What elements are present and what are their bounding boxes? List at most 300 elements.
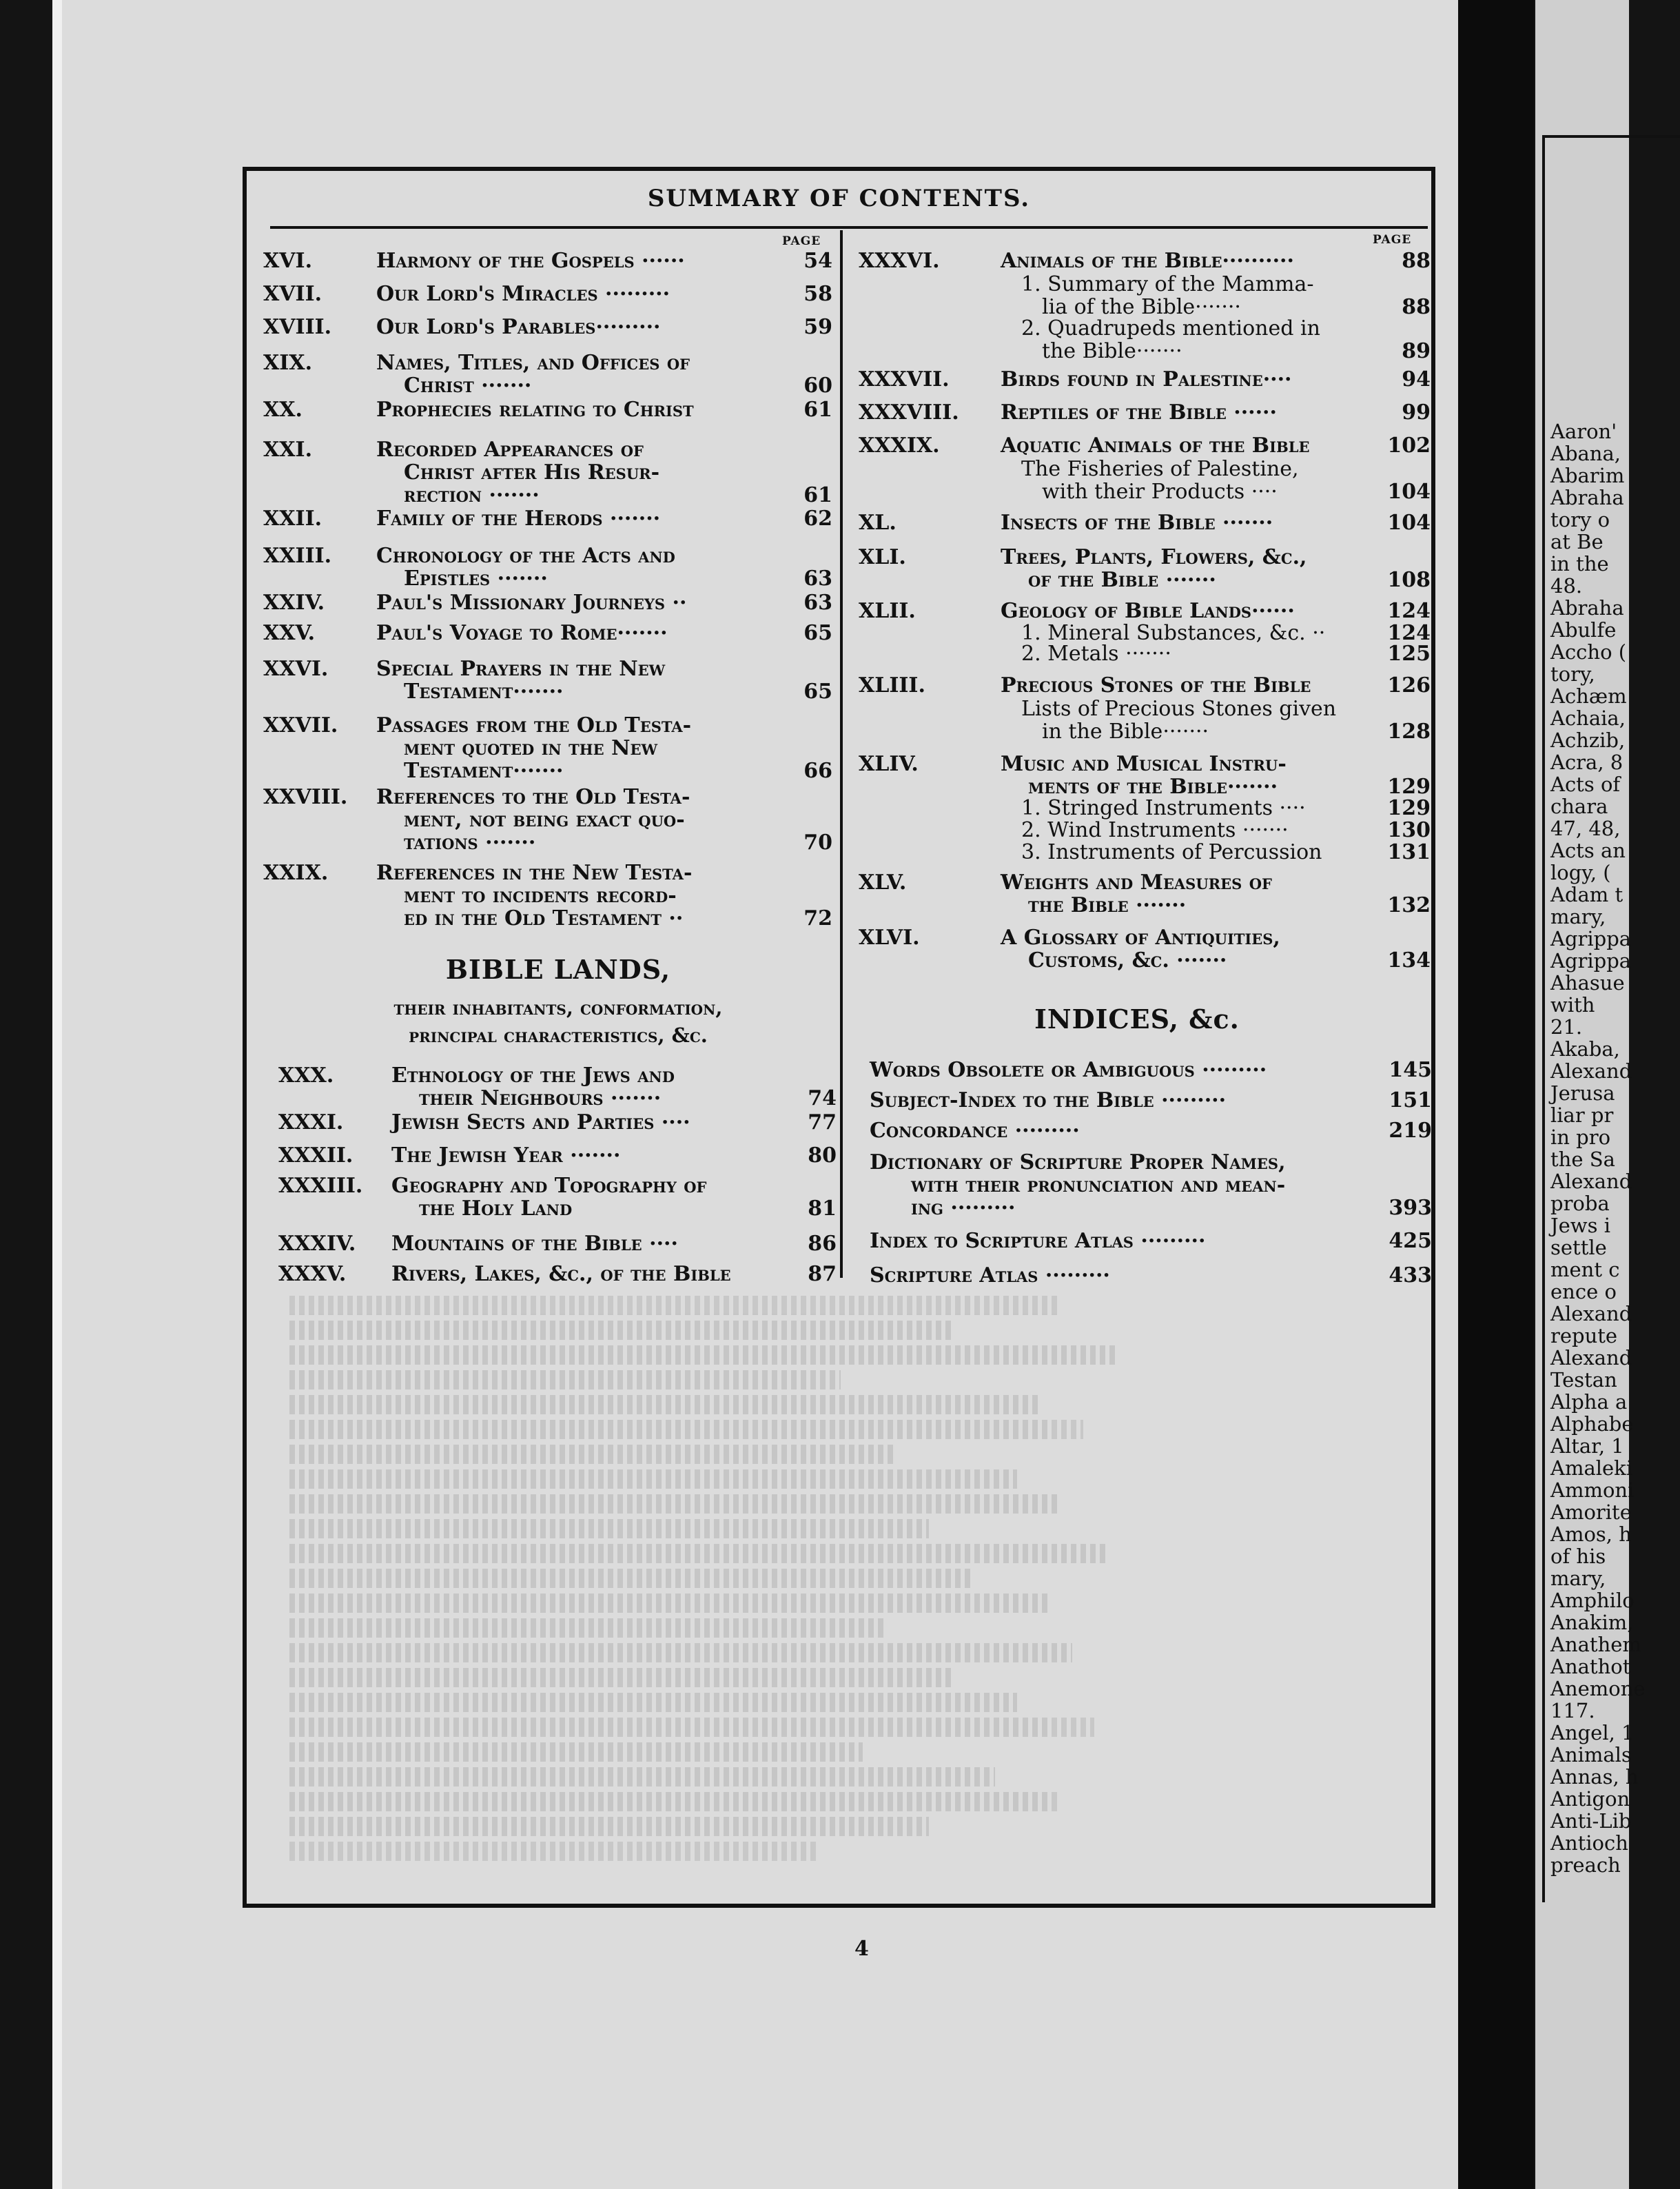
- entry-number: XXV.: [263, 621, 316, 645]
- contents-entry: [263, 352, 832, 397]
- entry-title: [1001, 401, 1382, 424]
- entry-title-line: of the Bible ·······: [1028, 568, 1216, 592]
- entry-number: XL.: [859, 511, 897, 535]
- entry-page: 65: [803, 621, 832, 645]
- entry-title-line: Aquatic Animals of the Bible: [1001, 434, 1310, 458]
- next-page-index: [1550, 420, 1646, 1876]
- contents-entry: [859, 797, 1431, 819]
- next-page-line: proba: [1550, 1192, 1610, 1215]
- entry-title-line: Music and Musical Instru-: [1001, 752, 1287, 776]
- index-title: [870, 1119, 1370, 1142]
- entry-page: 126: [1387, 673, 1431, 698]
- entry-title-line: Mountains of the Bible ····: [391, 1232, 678, 1256]
- entry-title: [376, 398, 784, 421]
- contents-entry: [859, 250, 1431, 272]
- entry-title-line: the Bible ·······: [1028, 893, 1187, 917]
- entry-page: 58: [803, 282, 832, 306]
- page-edge: [52, 0, 62, 2189]
- next-page-line: Acts an: [1550, 839, 1626, 862]
- next-page-line: chara: [1550, 795, 1608, 818]
- next-page-line: Annas, h: [1550, 1765, 1639, 1789]
- next-page-fragment: [1535, 0, 1646, 2189]
- entry-number: XLIV.: [859, 752, 919, 776]
- next-page-line: Ammoni: [1550, 1478, 1635, 1502]
- entry-title-line: Passages from the Old Testa-: [376, 713, 692, 737]
- index-page: 425: [1389, 1229, 1432, 1253]
- next-page-line: 21.: [1550, 1015, 1583, 1039]
- entry-title-line: 1. Summary of the Mamma-: [1021, 272, 1314, 296]
- entry-title: [376, 507, 784, 530]
- entry-number: XXI.: [263, 438, 313, 462]
- next-page-line: Anti-Lib: [1550, 1809, 1632, 1833]
- next-page-line: Accho (: [1550, 640, 1627, 664]
- entry-page: 65: [803, 680, 832, 704]
- contents-entry: [859, 434, 1431, 457]
- entry-page: 94: [1402, 367, 1431, 391]
- contents-entry: [263, 283, 832, 305]
- entry-number: XVI.: [263, 249, 313, 273]
- contents-entry: [859, 871, 1431, 917]
- entry-title-line: Geography and Topography of: [391, 1174, 707, 1198]
- next-page-line: Alexand: [1550, 1302, 1632, 1325]
- entry-page: 80: [808, 1143, 837, 1168]
- contents-entry: [278, 1232, 837, 1255]
- entry-title-line: Epistles ·······: [404, 567, 548, 591]
- entry-title-line: 3. Instruments of Percussion: [1021, 840, 1322, 864]
- index-entry: [870, 1059, 1432, 1081]
- index-page: 219: [1389, 1119, 1432, 1143]
- contents-entry: [859, 674, 1431, 697]
- next-page-line: Altar, 1: [1550, 1434, 1624, 1458]
- index-page: 393: [1389, 1196, 1432, 1220]
- entry-title: [1001, 674, 1382, 697]
- index-title: [870, 1264, 1370, 1287]
- entry-title: [376, 658, 784, 703]
- entry-title-line: A Glossary of Antiquities,: [1001, 926, 1280, 950]
- entry-title-line: Names, Titles, and Offices of: [376, 351, 690, 375]
- entry-title-line: ment, not being exact quo-: [404, 808, 685, 832]
- contents-entry: [859, 273, 1431, 318]
- entry-number: XXXVI.: [859, 249, 940, 273]
- next-page-line: mary,: [1550, 1567, 1606, 1590]
- next-page-line: Agrippa: [1550, 949, 1632, 973]
- entry-title-line: Paul's Missionary Journeys ··: [376, 591, 687, 615]
- next-page-line: Abraha: [1550, 596, 1624, 620]
- next-page-line: Alexand: [1550, 1170, 1632, 1193]
- entry-title-line: 1. Stringed Instruments ····: [1021, 796, 1306, 820]
- index-page: 151: [1389, 1088, 1432, 1112]
- entry-page: 89: [1402, 339, 1431, 363]
- next-page-line: at Be: [1550, 530, 1604, 553]
- entry-number: XXII.: [263, 507, 322, 531]
- entry-page: 87: [808, 1262, 837, 1286]
- contents-entry: [859, 458, 1431, 503]
- entry-page: 59: [803, 315, 832, 339]
- entry-title-line: Jewish Sects and Parties ····: [391, 1110, 690, 1134]
- next-page-line: settle: [1550, 1236, 1607, 1259]
- entry-title: [1001, 434, 1382, 457]
- entry-title: [391, 1263, 788, 1285]
- entry-number: XXXIV.: [278, 1232, 356, 1256]
- next-page-line: Jews i: [1550, 1214, 1610, 1237]
- next-page-line: Acra, 8: [1550, 751, 1623, 774]
- next-page-line: Alpha a: [1550, 1390, 1628, 1414]
- entry-number: XLI.: [859, 545, 906, 569]
- entry-title: [1001, 753, 1382, 798]
- next-page-line: Amos, h: [1550, 1523, 1632, 1546]
- index-title: [870, 1059, 1370, 1081]
- entry-title-line: Christ ·······: [404, 374, 532, 398]
- entry-page: 124: [1387, 621, 1431, 645]
- entry-page: 124: [1387, 599, 1431, 623]
- entry-title: [376, 250, 784, 272]
- page-title: SUMMARY OF CONTENTS.: [647, 185, 1031, 212]
- next-page-line: repute: [1550, 1324, 1618, 1347]
- entry-title: [1001, 797, 1382, 819]
- entry-title-line: Chronology of the Acts and: [376, 544, 675, 568]
- entry-title-line: 2. Wind Instruments ·······: [1021, 818, 1289, 842]
- entry-page: 99: [1402, 400, 1431, 425]
- entry-page: 70: [803, 831, 832, 855]
- next-page-line: Alexand: [1550, 1346, 1632, 1370]
- next-page-line: the Sa: [1550, 1148, 1615, 1171]
- entry-number: XXVII.: [263, 713, 338, 737]
- next-page-line: ence o: [1550, 1280, 1617, 1303]
- entry-title-line: The Jewish Year ·······: [391, 1143, 621, 1168]
- entry-page: 129: [1387, 775, 1431, 799]
- entry-page: 125: [1387, 642, 1431, 666]
- column-divider: [840, 230, 843, 1278]
- next-page-line: Aaron': [1550, 420, 1617, 443]
- next-page-line: Alexand: [1550, 1059, 1632, 1083]
- title-rule: [270, 226, 1428, 229]
- entry-number: XXIII.: [263, 544, 332, 568]
- contents-entry: [278, 1111, 837, 1134]
- entry-title: [1001, 458, 1382, 503]
- next-page-line: Abraha: [1550, 486, 1624, 509]
- contents-entry: [859, 546, 1431, 591]
- entry-title-line: 1. Mineral Substances, &c. ··: [1021, 621, 1326, 645]
- next-page-line: Akaba,: [1550, 1037, 1620, 1061]
- entry-title-line: the Holy Land: [419, 1197, 573, 1221]
- entry-title-line: References to the Old Testa-: [376, 785, 690, 809]
- entry-title-line: Our Lord's Miracles ·········: [376, 282, 670, 306]
- entry-title-line: Testament·······: [404, 680, 564, 704]
- entry-title-line: their Neighbours ·······: [419, 1086, 662, 1110]
- next-page-line: Anakim,: [1550, 1611, 1634, 1634]
- entry-title: [376, 622, 784, 644]
- next-page-line: Antigon: [1550, 1787, 1630, 1811]
- entry-number: XXVI.: [263, 657, 329, 681]
- entry-title-line: Paul's Voyage to Rome·······: [376, 621, 668, 645]
- next-page-line: Alphabe: [1550, 1412, 1634, 1436]
- next-page-line: 47, 48,: [1550, 817, 1621, 840]
- entry-title: [391, 1064, 788, 1110]
- entry-page: 62: [803, 507, 832, 531]
- index-title-line: Concordance ·········: [870, 1119, 1080, 1143]
- next-page-line: in pro: [1550, 1126, 1611, 1149]
- next-page-line: Achæm: [1550, 684, 1627, 708]
- entry-title: [1001, 642, 1382, 665]
- entry-title-line: ments of the Bible·······: [1028, 775, 1278, 799]
- next-page-line: with: [1550, 993, 1595, 1017]
- entry-page: 128: [1387, 720, 1431, 744]
- entry-title: [376, 591, 784, 614]
- entry-page: 104: [1387, 480, 1431, 504]
- entry-number: XX.: [263, 398, 303, 422]
- index-title: [870, 1089, 1370, 1112]
- next-page-line: logy, (: [1550, 861, 1611, 884]
- contents-entry: [859, 600, 1431, 622]
- contents-entry: [263, 438, 832, 507]
- entry-number: XXIX.: [263, 861, 329, 885]
- entry-title-line: Ethnology of the Jews and: [391, 1063, 675, 1088]
- entry-title-line: 2. Quadrupeds mentioned in: [1021, 316, 1320, 340]
- index-title-line: with their pronunciation and mean-: [911, 1173, 1286, 1197]
- contents-entry: [263, 250, 832, 272]
- entry-title-line: Reptiles of the Bible ······: [1001, 400, 1277, 425]
- entry-title-line: Our Lord's Parables·········: [376, 315, 661, 339]
- entry-number: XXXVII.: [859, 367, 950, 391]
- contents-entry: [859, 511, 1431, 534]
- entry-title: [1001, 250, 1382, 272]
- entry-title: [391, 1174, 788, 1220]
- entry-title-line: lia of the Bible·······: [1042, 295, 1241, 319]
- entry-title-line: The Fisheries of Palestine,: [1021, 457, 1299, 481]
- index-title-line: Dictionary of Scripture Proper Names,: [870, 1150, 1286, 1174]
- entry-page: 54: [803, 249, 832, 273]
- contents-entry: [263, 398, 832, 421]
- entry-page: 88: [1402, 249, 1431, 273]
- contents-entry: [278, 1263, 837, 1285]
- entry-title-line: rection ·······: [404, 483, 540, 507]
- entry-title: [376, 862, 784, 930]
- entry-number: XXXIII.: [278, 1174, 363, 1198]
- contents-entry: [859, 368, 1431, 391]
- contents-entry: [278, 1174, 837, 1220]
- entry-title-line: Testament·······: [404, 759, 564, 783]
- entry-title-line: the Bible·······: [1042, 339, 1182, 363]
- entry-title-line: Weights and Measures of: [1001, 870, 1272, 895]
- entry-title-line: Geology of Bible Lands······: [1001, 599, 1295, 623]
- contents-entry: [859, 401, 1431, 424]
- next-page-line: Angel, 1: [1550, 1721, 1635, 1744]
- entry-page: 131: [1387, 840, 1431, 864]
- entry-title-line: with their Products ····: [1042, 480, 1278, 504]
- entry-title: [1001, 273, 1382, 318]
- entry-title-line: Christ after His Resur-: [404, 460, 660, 485]
- entry-title-line: Precious Stones of the Bible: [1001, 673, 1311, 698]
- next-page-line: Achaia,: [1550, 706, 1626, 730]
- entry-title-line: Recorded Appearances of: [376, 438, 644, 462]
- entry-title: [376, 316, 784, 338]
- index-title-line: ing ·········: [911, 1196, 1016, 1220]
- index-entry: [870, 1119, 1432, 1142]
- entry-title: [391, 1232, 788, 1255]
- next-page-line: Anathem: [1550, 1633, 1641, 1656]
- entry-page: 129: [1387, 796, 1431, 820]
- index-page: 433: [1389, 1263, 1432, 1287]
- contents-entry: [278, 1064, 837, 1110]
- index-entry: [870, 1264, 1432, 1287]
- next-page-line: Abana,: [1550, 442, 1621, 465]
- next-page-line: Achzib,: [1550, 729, 1626, 752]
- next-page-rule: [1542, 135, 1680, 138]
- entry-title-line: Animals of the Bible··········: [1001, 249, 1294, 273]
- contents-entry: [278, 1144, 837, 1167]
- entry-number: XXXIX.: [859, 434, 940, 458]
- next-page-line: tory o: [1550, 508, 1610, 531]
- entry-title: [391, 1111, 788, 1134]
- contents-entry: [263, 544, 832, 590]
- next-page-line: Animals: [1550, 1743, 1632, 1767]
- entry-page: 63: [803, 591, 832, 615]
- entry-title: [1001, 600, 1382, 622]
- index-title-line: Subject-Index to the Bible ·········: [870, 1088, 1227, 1112]
- contents-entry: [859, 841, 1431, 864]
- entry-title: [1001, 926, 1382, 972]
- entry-title-line: Insects of the Bible ·······: [1001, 511, 1273, 535]
- entry-page: 81: [808, 1197, 837, 1221]
- contents-entry: [859, 819, 1431, 842]
- entry-title: [376, 283, 784, 305]
- next-page-line: Ahasue: [1550, 971, 1625, 995]
- entry-title: [1001, 819, 1382, 842]
- entry-page: 74: [808, 1086, 837, 1110]
- entry-page: 77: [808, 1110, 837, 1134]
- entry-number: XLVI.: [859, 926, 920, 950]
- entry-number: XXXII.: [278, 1143, 354, 1168]
- entry-title-line: References in the New Testa-: [376, 861, 693, 885]
- contents-entry: [263, 591, 832, 614]
- contents-entry: [859, 317, 1431, 363]
- indices-title: INDICES, &c.: [1034, 1004, 1240, 1035]
- contents-entry: [859, 926, 1431, 972]
- entry-title-line: ed in the Old Testament ··: [404, 906, 684, 930]
- next-page-line: Acts of: [1550, 773, 1621, 796]
- book-gutter: [1458, 0, 1534, 2189]
- index-page: 145: [1389, 1058, 1432, 1082]
- entry-number: XXXVIII.: [859, 400, 959, 425]
- next-page-line: Jerusa: [1550, 1081, 1615, 1105]
- contents-entry: [263, 622, 832, 644]
- entry-number: XVIII.: [263, 315, 332, 339]
- index-title: [870, 1151, 1370, 1219]
- next-page-line: Abulfe: [1550, 618, 1617, 642]
- entry-page: 102: [1387, 434, 1431, 458]
- entry-number: XXXV.: [278, 1262, 347, 1286]
- next-page-line: mary,: [1550, 905, 1606, 928]
- entry-title: [1001, 317, 1382, 363]
- entry-title-line: Family of the Herods ·······: [376, 507, 661, 531]
- entry-title: [1001, 511, 1382, 534]
- entry-page: 130: [1387, 818, 1431, 842]
- entry-page: 63: [803, 567, 832, 591]
- entry-title: [376, 544, 784, 590]
- next-page-line: ment c: [1550, 1258, 1620, 1281]
- entry-page: 60: [803, 374, 832, 398]
- next-page-line: Agrippa: [1550, 927, 1632, 950]
- contents-entry: [263, 316, 832, 338]
- entry-title: [1001, 368, 1382, 391]
- entry-number: XIX.: [263, 351, 313, 375]
- entry-title-line: Birds found in Palestine····: [1001, 367, 1292, 391]
- contents-entry: [859, 698, 1431, 743]
- index-title-line: Words Obsolete or Ambiguous ·········: [870, 1058, 1267, 1082]
- index-entry: [870, 1089, 1432, 1112]
- entry-number: XLIII.: [859, 673, 925, 698]
- entry-page: 104: [1387, 511, 1431, 535]
- entry-page: 86: [808, 1232, 837, 1256]
- next-page-line: Abarim: [1550, 464, 1625, 487]
- entry-page: 88: [1402, 295, 1431, 319]
- entry-title-line: Lists of Precious Stones given: [1021, 697, 1337, 721]
- next-page-line: Adam t: [1550, 883, 1623, 906]
- next-page-line: tory,: [1550, 662, 1595, 686]
- next-page-line: of his: [1550, 1545, 1606, 1568]
- entry-title: [1001, 698, 1382, 743]
- contents-entry: [859, 642, 1431, 665]
- next-page-line: preach: [1550, 1853, 1621, 1877]
- entry-number: XXXI.: [278, 1110, 344, 1134]
- next-page-line: Anemone: [1550, 1677, 1646, 1700]
- page-number: 4: [854, 1937, 869, 1961]
- entry-title: [1001, 546, 1382, 591]
- next-page-line: Testan: [1550, 1368, 1617, 1392]
- entry-number: XLV.: [859, 870, 907, 895]
- bleed-through-text: [289, 1296, 1392, 1888]
- next-page-line: Amphilo: [1550, 1589, 1635, 1612]
- next-page-line: Amaleki: [1550, 1456, 1633, 1480]
- entry-number: XXIV.: [263, 591, 325, 615]
- entry-title-line: in the Bible·······: [1042, 720, 1209, 744]
- index-title-line: Index to Scripture Atlas ·········: [870, 1229, 1206, 1253]
- bible-lands-subtitle-2: principal characteristics, &c.: [409, 1024, 708, 1047]
- index-entry: [870, 1151, 1432, 1219]
- entry-number: XXX.: [278, 1063, 334, 1088]
- index-entry: [870, 1230, 1432, 1252]
- entry-title: [376, 786, 784, 854]
- entry-page: 61: [803, 398, 832, 422]
- entry-page: 61: [803, 483, 832, 507]
- entry-page: 134: [1387, 948, 1431, 973]
- entry-title-line: Harmony of the Gospels ······: [376, 249, 685, 273]
- contents-entry: [263, 507, 832, 530]
- entry-title-line: 2. Metals ·······: [1021, 642, 1171, 666]
- contents-entry: [263, 658, 832, 703]
- right-page-label: PAGE: [1373, 233, 1412, 247]
- entry-title-line: Rivers, Lakes, &c., of the Bible: [391, 1262, 731, 1286]
- entry-page: 132: [1387, 893, 1431, 917]
- entry-title-line: Prophecies relating to Christ: [376, 398, 694, 422]
- entry-page: 72: [803, 906, 832, 930]
- entry-title: [376, 352, 784, 397]
- next-page-line: 48.: [1550, 574, 1583, 598]
- entry-title: [376, 438, 784, 507]
- entry-title-line: Customs, &c. ·······: [1028, 948, 1227, 973]
- entry-title: [391, 1144, 788, 1167]
- next-page-line: 117.: [1550, 1699, 1595, 1722]
- entry-title-line: ment quoted in the New: [404, 736, 658, 760]
- entry-title-line: ment to incidents record-: [404, 884, 677, 908]
- left-page-label: PAGE: [782, 234, 821, 248]
- entry-title-line: tations ·······: [404, 831, 536, 855]
- next-page-line: Amorite: [1550, 1500, 1632, 1524]
- next-page-line: Antioch: [1550, 1831, 1628, 1855]
- contents-entry: [263, 786, 832, 854]
- next-page-line: Anathot: [1550, 1655, 1631, 1678]
- next-page-line: liar pr: [1550, 1103, 1614, 1127]
